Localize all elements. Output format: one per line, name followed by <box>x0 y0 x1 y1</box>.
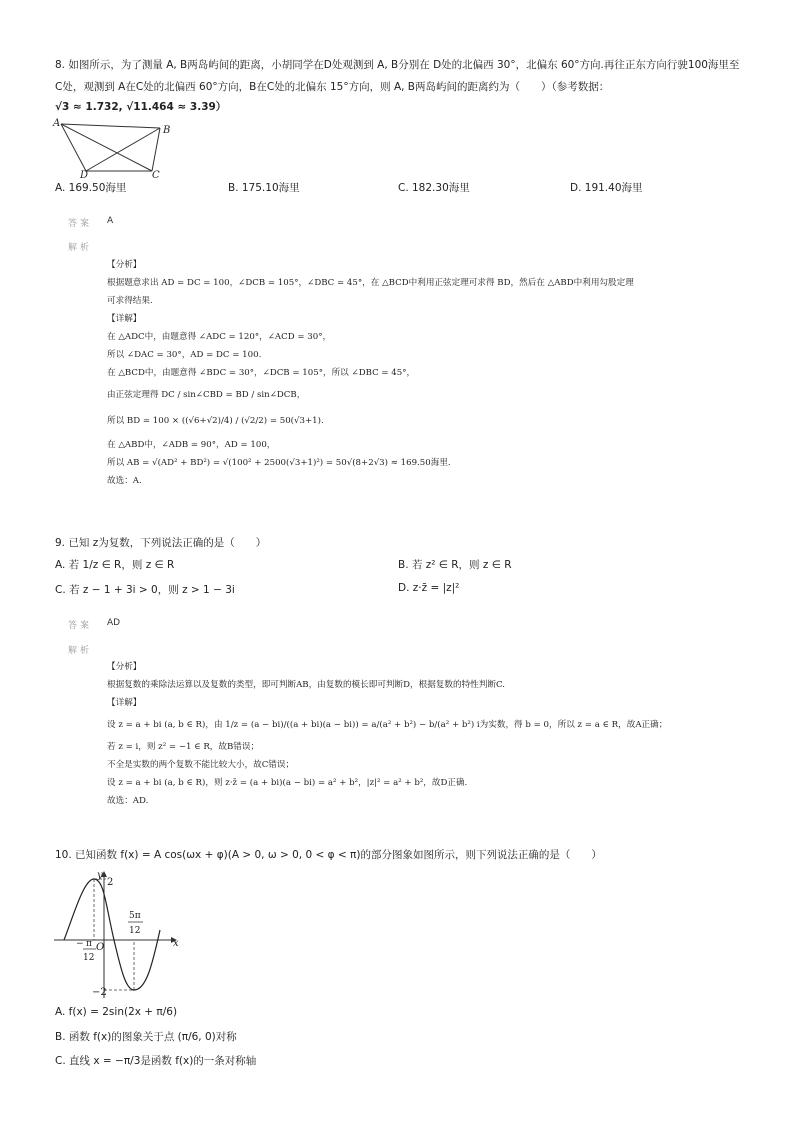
solution-line: 所以 BD = 100 × ((√6+√2)/4) / (√2/2) = 50(√3+1). <box>107 416 324 426</box>
solution-line: 【分析】 <box>107 260 142 270</box>
neg-sign-label: − <box>76 939 84 949</box>
solution-line: 在 △ABD中，∠ADB = 90°，AD = 100， <box>107 440 276 450</box>
x-axis-label: x <box>173 938 179 949</box>
max-value-label: 2 <box>107 877 114 888</box>
q8-stem-line2: C处，观测到 A在C处的北偏西 60°方向，B在C处的北偏东 15°方向，则 A, B两岛屿间的距离约为（ ）（参考数据： <box>55 81 610 93</box>
q10-graph <box>50 866 190 1002</box>
q10-option-c[interactable]: C. 直线 x = −π/3是函数 f(x)的一条对称轴 <box>55 1055 257 1067</box>
solution-line: 由正弦定理得 DC / sin∠CBD = BD / sin∠DCB， <box>107 390 306 400</box>
q8-figure <box>52 114 182 178</box>
q8-option-a[interactable]: A. 169.50海里 <box>55 182 127 194</box>
q8-analysis-label: 解析 <box>68 243 93 253</box>
solution-line: 设 z = a + bi (a, b ∈ R)，则 z·z̄ = (a + bi)(a − bi) = a² + b²，|z|² = a² + b²，故D正确. <box>107 778 468 788</box>
q9-answer-value: AD <box>107 618 121 628</box>
q10-option-b[interactable]: B. 函数 f(x)的图象关于点 (π/6, 0)对称 <box>55 1031 237 1043</box>
q9-option-a[interactable]: A. 若 1/z ∈ R，则 z ∈ R <box>55 559 175 571</box>
q8-stem-line1: 8. 如图所示，为了测量 A, B两岛屿间的距离，小胡同学在D处观测到 A, B分别在 D处的北偏西 30°，北偏东 60°方向.再往正东方向行驶100海里至 <box>55 59 740 71</box>
solution-line: 【分析】 <box>107 662 142 672</box>
solution-line: 可求得结果. <box>107 296 153 306</box>
q8-stem-line3: √3 ≈ 1.732, √11.464 ≈ 3.39） <box>55 101 227 113</box>
left-tick-numerator: π <box>86 939 92 949</box>
min-value-label: −2 <box>92 987 107 998</box>
q9-answer-label: 答案 <box>68 621 93 631</box>
q9-analysis-label: 解析 <box>68 646 93 656</box>
solution-line: 【详解】 <box>107 698 142 708</box>
solution-line: 所以 AB = √(AD² + BD²) = √(100² + 2500(√3+1)²) = 50√(8+2√3) ≈ 169.50海里. <box>107 458 451 468</box>
q10-stem: 10. 已知函数 f(x) = A cos(ωx + φ)(A > 0, ω > 0, 0 < φ < π)的部分图象如图所示，则下列说法正确的是（ ） <box>55 849 602 861</box>
q9-option-d[interactable]: D. z·z̄ = |z|² <box>398 582 460 594</box>
origin-label: O <box>96 942 105 953</box>
q9-option-c[interactable]: C. 若 z − 1 + 3i > 0，则 z > 1 − 3i <box>55 584 235 596</box>
solution-line: 根据题意求出 AD = DC = 100，∠DCB = 105°，∠DBC = 45°，在 △BCD中利用正弦定理可求得 BD，然后在 △ABD中利用勾股定理 <box>107 278 634 288</box>
point-a-label: A <box>53 118 61 129</box>
point-b-label: B <box>163 125 171 136</box>
right-tick-denominator: 12 <box>129 926 141 936</box>
solution-line: 根据复数的乘除法运算以及复数的类型，即可判断AB，由复数的模长即可判断D，根据复数的特性判断C. <box>107 680 505 690</box>
solution-line: 在 △BCD中，由题意得 ∠BDC = 30°，∠DCB = 105°，所以 ∠DBC = 45°， <box>107 368 416 378</box>
solution-line: 故选：AD. <box>107 796 149 806</box>
q8-option-c[interactable]: C. 182.30海里 <box>398 182 470 194</box>
q8-option-d[interactable]: D. 191.40海里 <box>570 182 643 194</box>
q8-option-b[interactable]: B. 175.10海里 <box>228 182 300 194</box>
left-tick-denominator: 12 <box>83 953 95 963</box>
solution-line: 设 z = a + bi (a, b ∈ R)，由 1/z = (a − bi)/((a + bi)(a − bi)) = a/(a² + b²) − b/(a² + b²) i为实数，得 b = 0，所以 z = a ∈ R，故A正确； <box>107 720 668 730</box>
cosine-curve <box>64 879 160 990</box>
q8-solution <box>107 256 634 490</box>
solution-line: 若 z = i，则 z² = −1 ∈ R，故B错误； <box>107 742 260 752</box>
q9-option-b[interactable]: B. 若 z² ∈ R，则 z ∈ R <box>398 559 512 571</box>
solution-line: 【详解】 <box>107 314 142 324</box>
solution-line: 所以 ∠DAC = 30°，AD = DC = 100. <box>107 350 262 360</box>
solution-line: 故选：A. <box>107 476 142 486</box>
point-c-label: C <box>152 170 160 178</box>
solution-line: 不全是实数的两个复数不能比较大小，故C错误； <box>107 760 295 770</box>
point-d-label: D <box>80 170 89 178</box>
right-tick-numerator: 5π <box>129 911 141 921</box>
q9-solution <box>107 658 667 810</box>
q8-answer-label: 答案 <box>68 219 93 229</box>
solution-line: 在 △ADC中，由题意得 ∠ADC = 120°，∠ACD = 30°， <box>107 332 332 342</box>
q8-answer-value: A <box>107 216 114 226</box>
q10-option-a[interactable]: A. f(x) = 2sin(2x + π/6) <box>55 1006 178 1018</box>
y-axis-label: y <box>97 870 103 881</box>
q9-stem: 9. 已知 z为复数，下列说法正确的是（ ） <box>55 537 267 549</box>
